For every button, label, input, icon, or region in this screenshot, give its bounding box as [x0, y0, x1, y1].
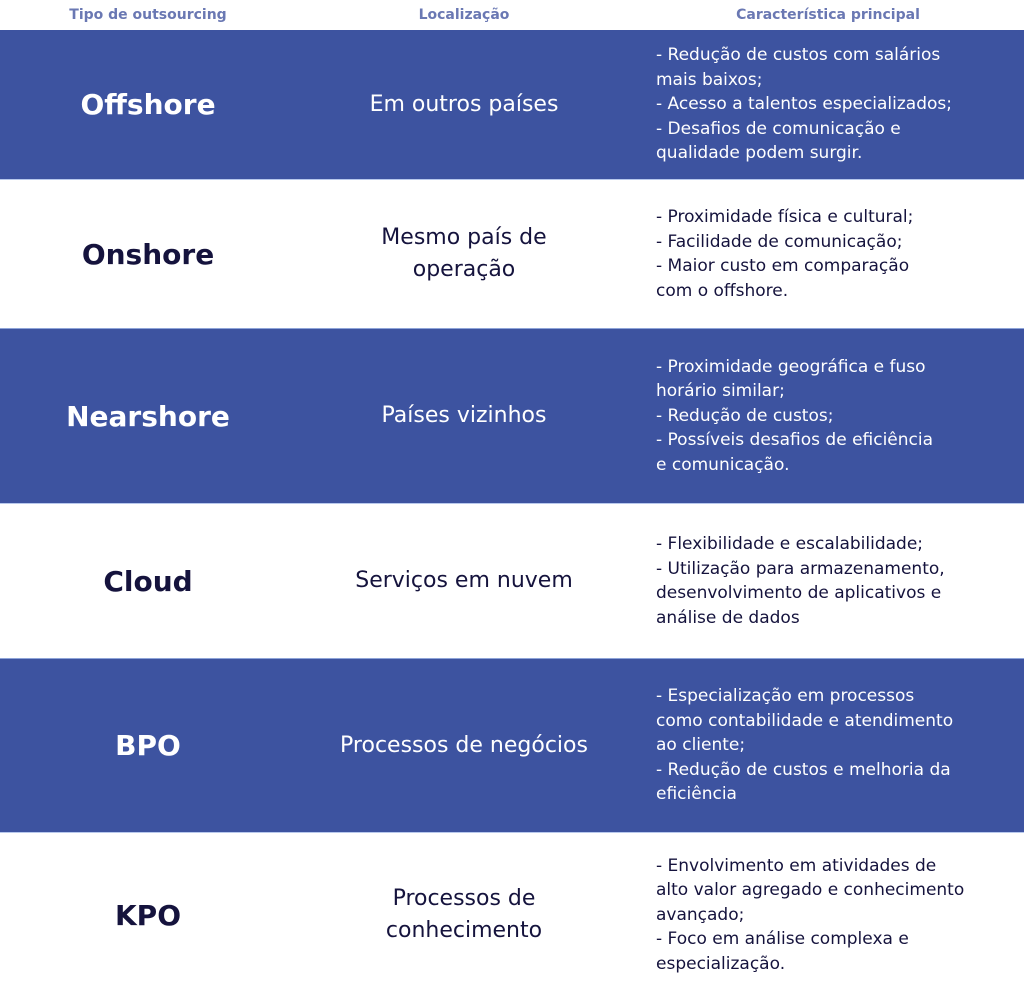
location-cell: Em outros países [369, 91, 559, 117]
feature-line: - Redução de custos com salários [656, 45, 941, 66]
type-cell: Cloud [103, 564, 193, 598]
feature-line: - Acesso a talentos especializados; [656, 94, 952, 115]
type-cell: Nearshore [66, 399, 230, 433]
feature-cell [632, 684, 1024, 807]
feature-line: - Redução de custos; [656, 405, 834, 426]
feature-line: - Proximidade geográfica e fuso [656, 356, 926, 377]
feature-cell [632, 43, 1024, 166]
feature-line: - Desafios de comunicação e [656, 118, 901, 139]
table-row-kpo [0, 832, 1024, 997]
feature-cell [632, 205, 1024, 303]
feature-line: - Utilização para armazenamento, [656, 558, 945, 579]
location-cell: Países vizinhos [381, 403, 547, 428]
feature-cell [632, 532, 1024, 630]
type-cell: Offshore [80, 88, 216, 121]
feature-line: - Flexibilidade e escalabilidade; [656, 534, 924, 554]
feature-line: horário similar; [656, 381, 785, 402]
feature-line: avançado; [656, 904, 745, 925]
feature-line: - Foco em análise complexa e [656, 929, 909, 950]
feature-line: - Proximidade física e cultural; [656, 207, 914, 227]
feature-line: - Redução de custos e melhoria da [656, 759, 951, 780]
table-row-bpo [0, 658, 1024, 832]
feature-line: com o offshore. [656, 280, 789, 301]
feature-line: - Envolvimento em atividades de [656, 855, 937, 876]
location-cell: Mesmo país de operação [381, 225, 547, 282]
feature-line: especialização. [656, 953, 786, 974]
feature-line: ao cliente; [656, 735, 746, 756]
type-cell: Onshore [81, 237, 215, 271]
header-location: Localização [418, 7, 510, 23]
feature-line: - Facilidade de comunicação; [656, 231, 903, 252]
table-row-nearshore [0, 328, 1024, 503]
location-cell: Processos de conhecimento [385, 886, 543, 943]
table-row-offshore [0, 30, 1024, 179]
feature-line: desenvolvimento de aplicativos e [656, 583, 942, 603]
feature-line: - Maior custo em comparação [656, 256, 910, 276]
table-row-onshore [0, 179, 1024, 328]
feature-line: como contabilidade e atendimento [656, 710, 954, 731]
type-cell: BPO [115, 729, 181, 762]
header-type: Tipo de outsourcing [69, 7, 227, 23]
location-cell: Serviços em nuvem [355, 568, 573, 593]
table-header [0, 0, 1024, 30]
feature-line: - Possíveis desafios de eficiência [656, 430, 934, 451]
location-cell: Processos de negócios [340, 732, 588, 758]
header-feature: Característica principal [736, 7, 920, 23]
table-row-cloud [0, 503, 1024, 658]
feature-line: mais baixos; [656, 69, 763, 90]
feature-line: análise de dados [656, 607, 800, 628]
type-cell: KPO [114, 898, 182, 932]
feature-cell [632, 355, 1024, 478]
feature-line: e comunicação. [656, 454, 790, 475]
feature-line: alto valor agregado e conhecimento [656, 880, 965, 901]
feature-line: qualidade podem surgir. [656, 143, 863, 164]
feature-cell [632, 854, 1024, 977]
feature-line: eficiência [656, 784, 737, 805]
feature-line: - Especialização em processos [656, 686, 915, 707]
